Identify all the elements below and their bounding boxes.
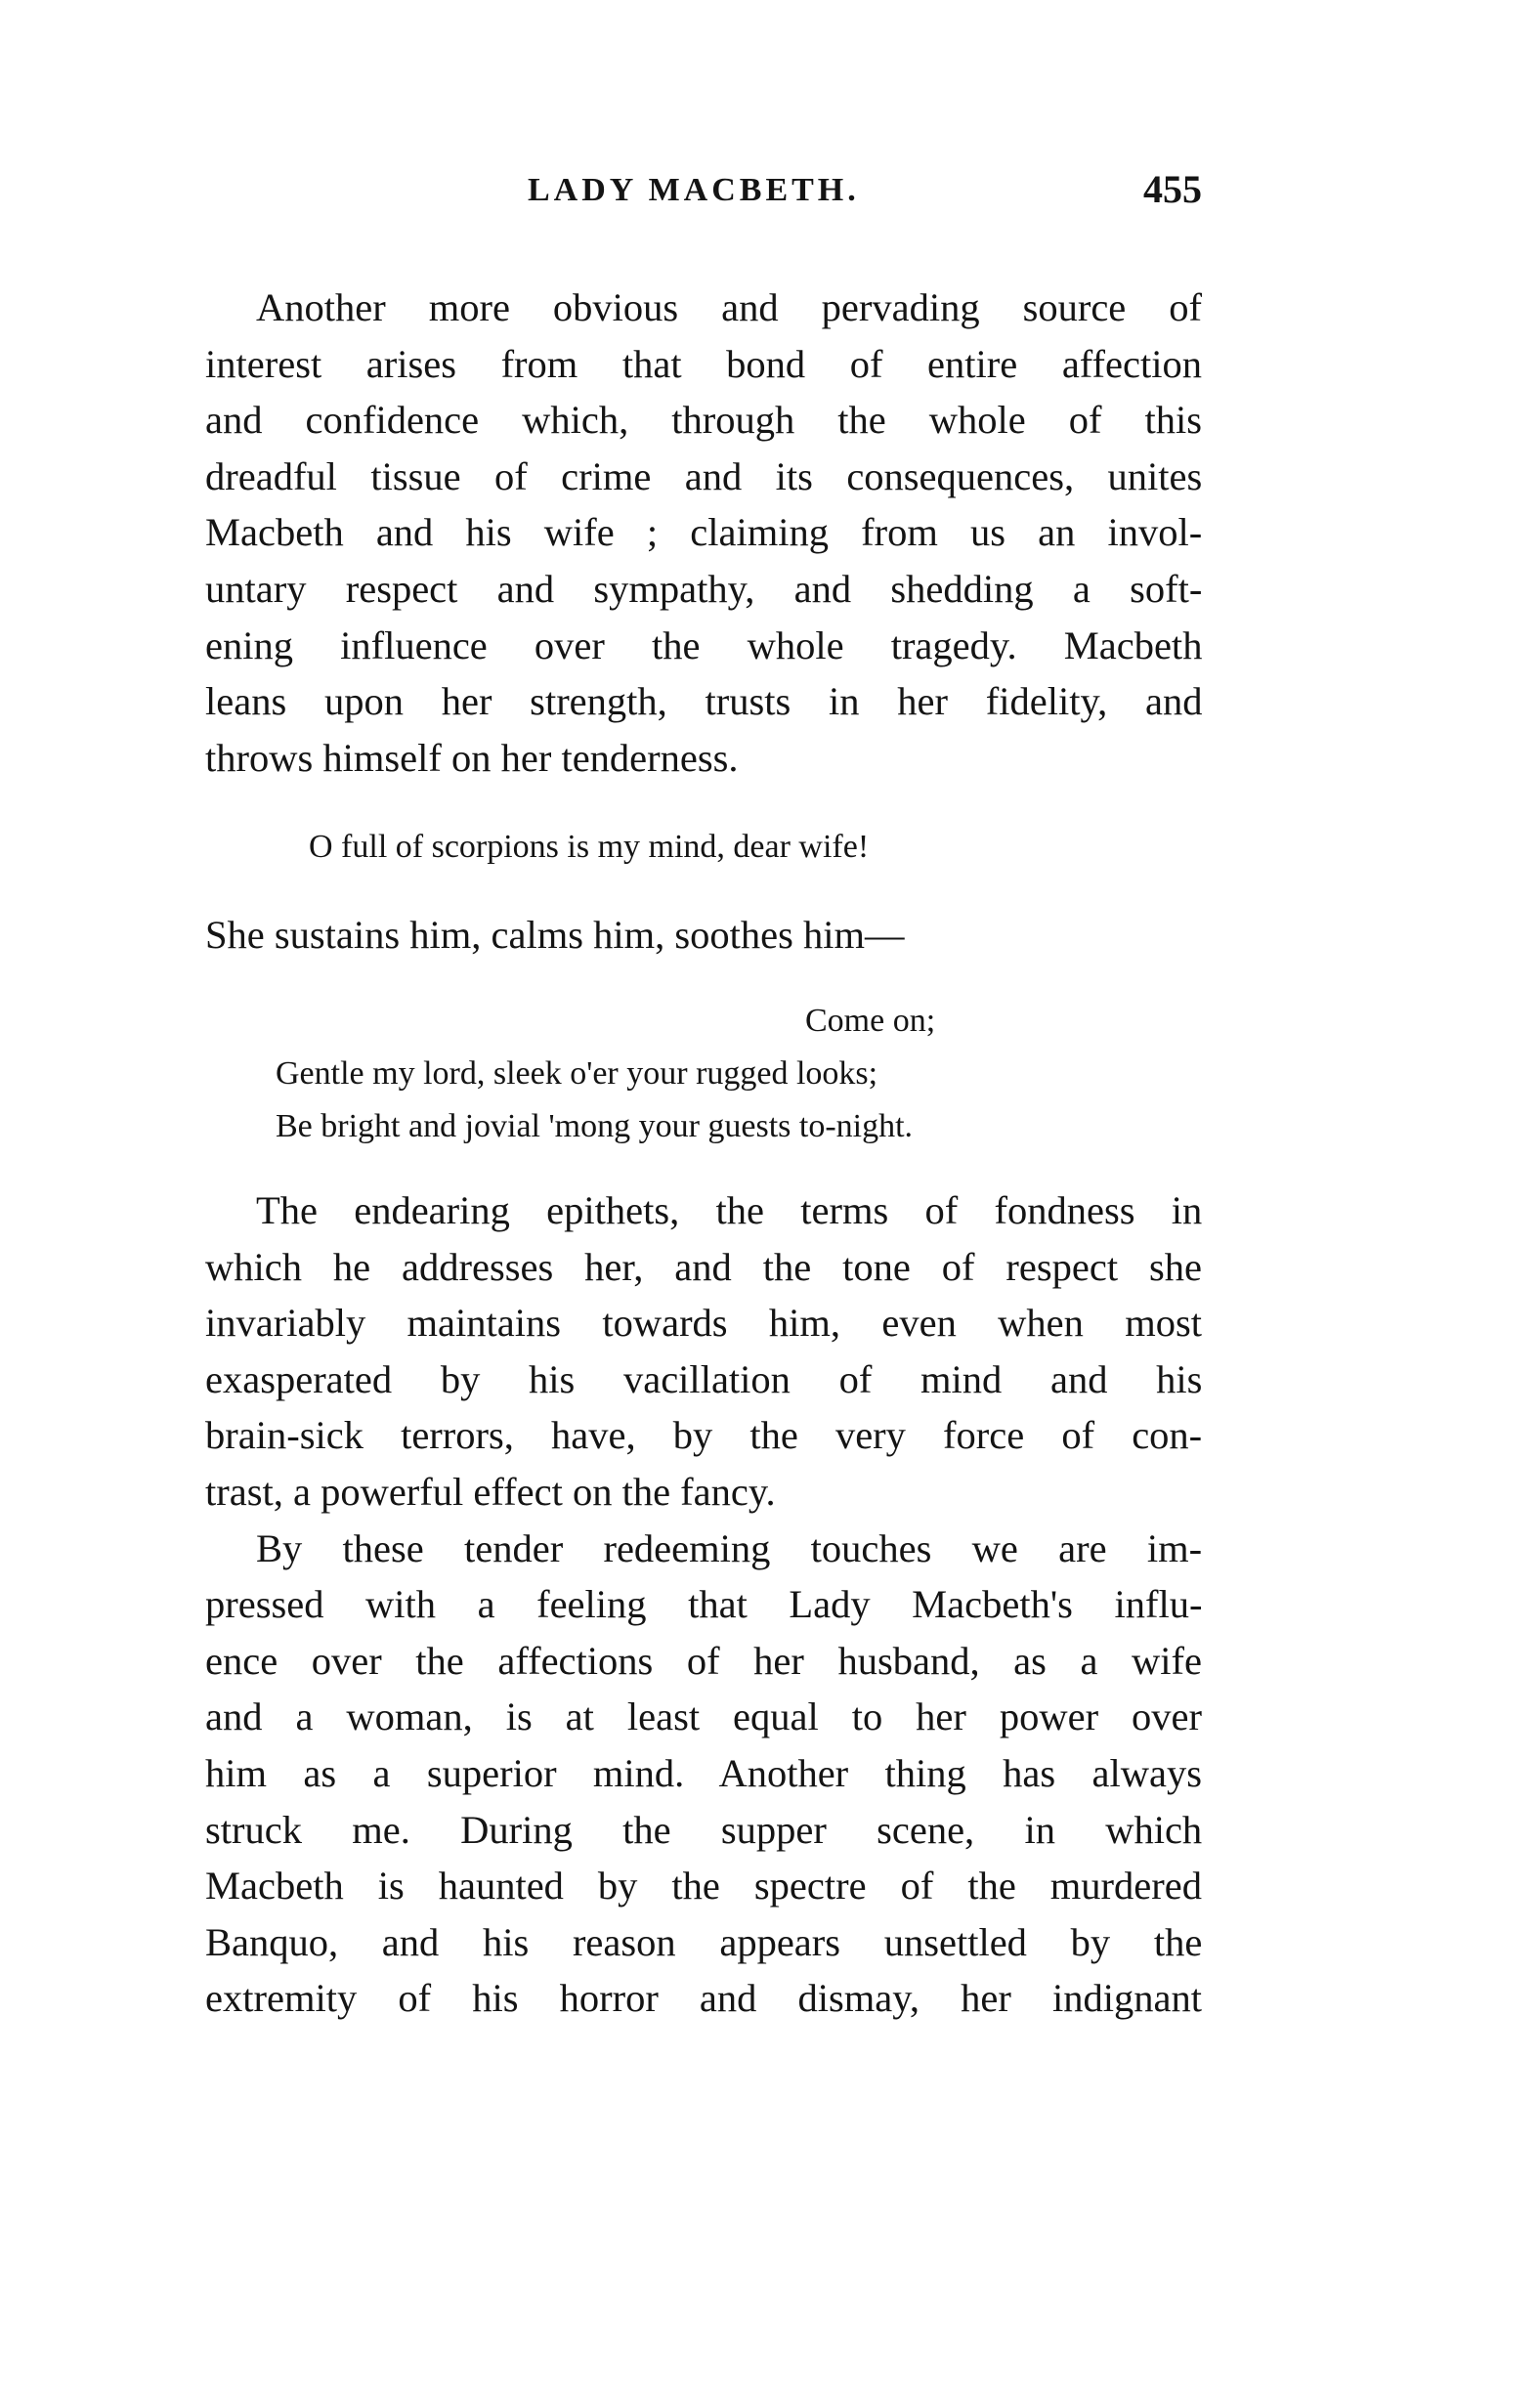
text-line: trast, a powerful effect on the fancy. [205, 1469, 776, 1514]
page-number: 455 [1143, 167, 1202, 211]
text-line: and a woman, is at least equal to her power over [205, 1694, 1202, 1739]
text-line: Banquo, and his reason appears unsettled by the [205, 1919, 1203, 1964]
text-line: The endearing epithets, the terms of fondness in [256, 1188, 1203, 1232]
text-line: interest arises from that bond of entire affection [205, 341, 1202, 386]
quotation-come-on [276, 995, 935, 1153]
text-line: struck me. During the supper scene, in which [205, 1807, 1203, 1852]
text-line: By these tender redeeming touches we are im- [256, 1525, 1203, 1570]
text-line: brain-sick terrors, have, by the very force of con- [205, 1413, 1203, 1458]
verse-line: Gentle my lord, sleek o'er your rugged looks; [276, 1055, 878, 1092]
text-line: untary respect and sympathy, and shedding a soft- [205, 566, 1203, 611]
text-line: ening influence over the whole tragedy. Macbeth [205, 622, 1203, 667]
text-line: extremity of his horror and dismay, her indignant [205, 1976, 1202, 2021]
paragraph-endearing-epithets [205, 1182, 1202, 2027]
text-line: ence over the affections of her husband, as a wife [205, 1638, 1202, 1683]
quotation-scorpions [309, 821, 869, 874]
text-line: pressed with a feeling that Lady Macbeth's influ- [205, 1582, 1203, 1627]
paragraph-sustains [205, 907, 1202, 964]
running-title: LADY MACBETH. [528, 172, 860, 208]
text-line: leans upon her strength, trusts in her fidelity, and [205, 679, 1203, 724]
text-line: exasperated by his vacillation of mind and his [205, 1356, 1203, 1401]
text-line: She sustains him, calms him, soothes him— [205, 913, 905, 957]
text-line: and confidence which, through the whole of this [205, 398, 1202, 443]
text-line: Macbeth is haunted by the spectre of the murdered [205, 1864, 1202, 1909]
verse-line: Be bright and jovial 'mong your guests to-night. [276, 1108, 914, 1144]
running-head [205, 167, 1202, 221]
verse-line: Come on; [805, 1003, 936, 1039]
text-line: invariably maintains towards him, even when most [205, 1301, 1202, 1346]
text-line: Another more obvious and pervading source of [256, 285, 1202, 329]
verse-line: O full of scorpions is my mind, dear wife! [309, 829, 870, 865]
text-line: which he addresses her, and the tone of respect she [205, 1244, 1202, 1289]
text-line: dreadful tissue of crime and its consequences, unites [205, 453, 1203, 498]
paragraph-interest-source [205, 279, 1202, 786]
text-line: throws himself on her tenderness. [205, 735, 739, 780]
text-line: him as a superior mind. Another thing has always [205, 1750, 1202, 1795]
text-line: Macbeth and his wife ; claiming from us an invol- [205, 510, 1203, 555]
